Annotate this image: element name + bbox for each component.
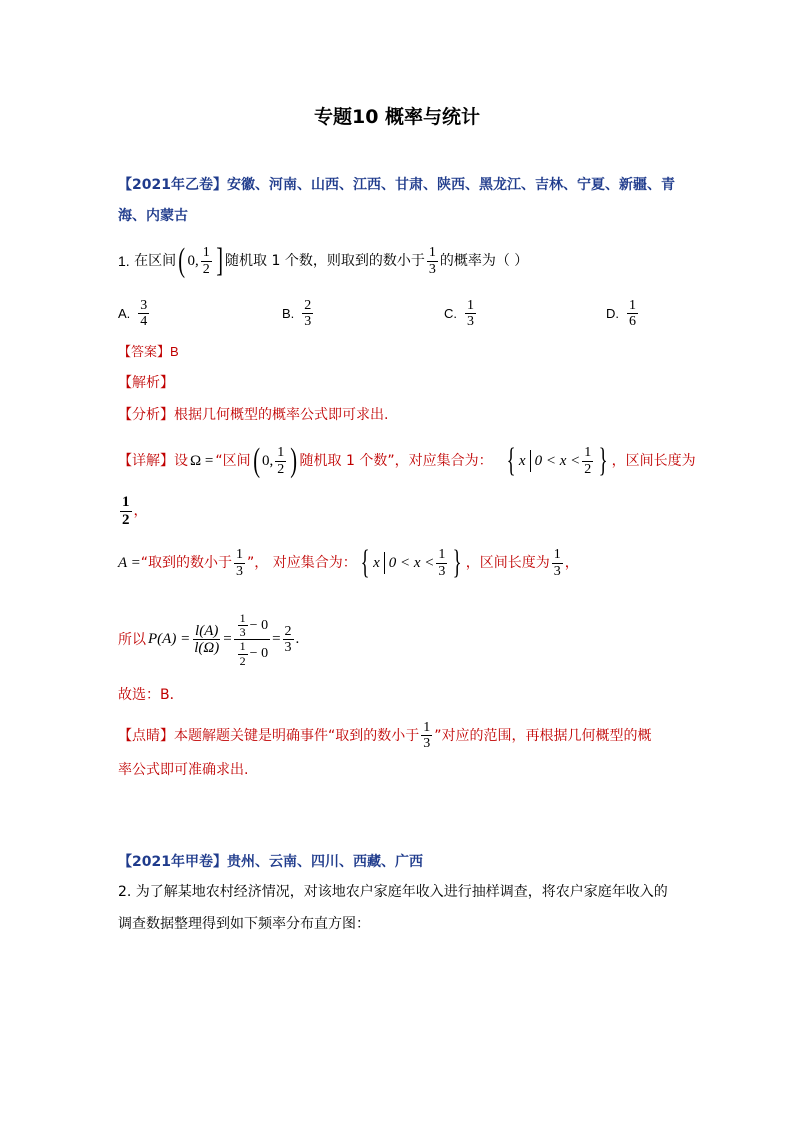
- A-def: A =: [118, 554, 141, 571]
- xiangjie-t3: 随机取 1 个数”，对应集合为：: [299, 453, 493, 469]
- analysis-tag: 【解析】: [118, 375, 174, 391]
- option-b: B. $\frac{2}{3}$: [282, 298, 312, 330]
- section-regions-line1: 安徽、河南、山西、江西、甘肃、陕西、黑龙江、吉林、宁夏、新疆、青: [226, 177, 675, 193]
- interval-fraction: $\frac{1}{2}$: [202, 245, 210, 277]
- omega-eq: Ω =: [190, 452, 214, 469]
- question-text-b: 随机取 1 个数，则取到的数小于: [225, 253, 425, 269]
- section2-tag: 【2021年甲卷】: [118, 854, 227, 870]
- guxuan-line: 故选：B．: [118, 687, 184, 703]
- xiangjie-length-line: $\frac{1}{2}$ ，: [122, 494, 148, 528]
- answer-value: B: [170, 344, 179, 359]
- dianjing-line1: 【点睛】 本题解题关键是明确事件“取到的数小于 $\frac{1}{3}$ ”对应的范围，再根据几何概型的概: [118, 720, 652, 752]
- option-a: A. $\frac{3}{4}$: [118, 298, 148, 330]
- section-heading-2021-jia: [118, 855, 423, 869]
- xiangjie-t4: ，区间长度为: [611, 453, 696, 469]
- question-number: 1.: [118, 253, 130, 269]
- section2-regions: 贵州、云南、四川、西藏、广西: [226, 854, 423, 870]
- fenxi-line: [118, 408, 388, 422]
- length-fraction: $\frac{1}{2}$: [122, 494, 130, 528]
- answer-line: [118, 345, 179, 359]
- dianjing-tag: 【点睛】: [118, 727, 174, 744]
- xiangjie-line-A: A = “取到的数小于 $\frac{1}{3}$ ”， 对应集合为： { x 0 < x < $\frac{1}{3}$ } ，区间长度为 $\frac{1}{3}$ ，: [118, 544, 579, 581]
- bracket-left: (: [178, 242, 186, 279]
- page-title: 专题10 概率与统计: [313, 106, 481, 128]
- option-c: C. $\frac{1}{3}$: [444, 298, 474, 330]
- option-d: D. $\frac{1}{6}$: [606, 298, 636, 330]
- dianjing-line2: 率公式即可准确求出.: [118, 762, 249, 778]
- bracket-right: ]: [215, 242, 223, 279]
- section-heading-2021-yi: [118, 178, 675, 192]
- threshold-fraction: $\frac{1}{3}$: [428, 245, 436, 277]
- question-2-line1: 2. 为了解某地农村经济情况，对该地农户家庭年收入进行抽样调查，将农户家庭年收入的: [118, 884, 668, 900]
- question-2-line2: 调查数据整理得到如下频率分布直方图：: [118, 916, 370, 932]
- xiangjie-probability-line: 所以 P(A) = $\frac{l(A)}{l(\Omega)}$ = $\frac{1}{3}$ − 0 $\frac{1}{2}$ − 0 = $\frac{2}{3}$ .: [118, 611, 300, 668]
- question-text-c: 的概率为（ ）: [439, 253, 529, 269]
- fenxi-tag: 【分析】: [118, 407, 174, 423]
- xiangjie-t1: 设: [174, 453, 188, 469]
- xiangjie-line1: 【详解】 设 Ω = “区间 ( 0, $\frac{1}{2}$ ) 随机取 1 个数”，对应集合为： { x 0 < x < $\frac{1}{2}$ } ，区间长度为: [118, 442, 696, 479]
- section-tag: 【2021年乙卷】: [118, 177, 227, 193]
- answer-tag: 【答案】: [118, 345, 171, 360]
- interval-left: 0,: [187, 252, 199, 269]
- section-regions-line2: 海、内蒙古: [118, 208, 188, 224]
- xiangjie-t2: “区间: [215, 453, 251, 469]
- question-1: [118, 244, 528, 278]
- xiangjie-tag: 【详解】: [118, 453, 174, 469]
- fenxi-text: 根据几何概型的概率公式即可求出.: [174, 407, 389, 423]
- question-text-a: 在区间: [134, 253, 177, 269]
